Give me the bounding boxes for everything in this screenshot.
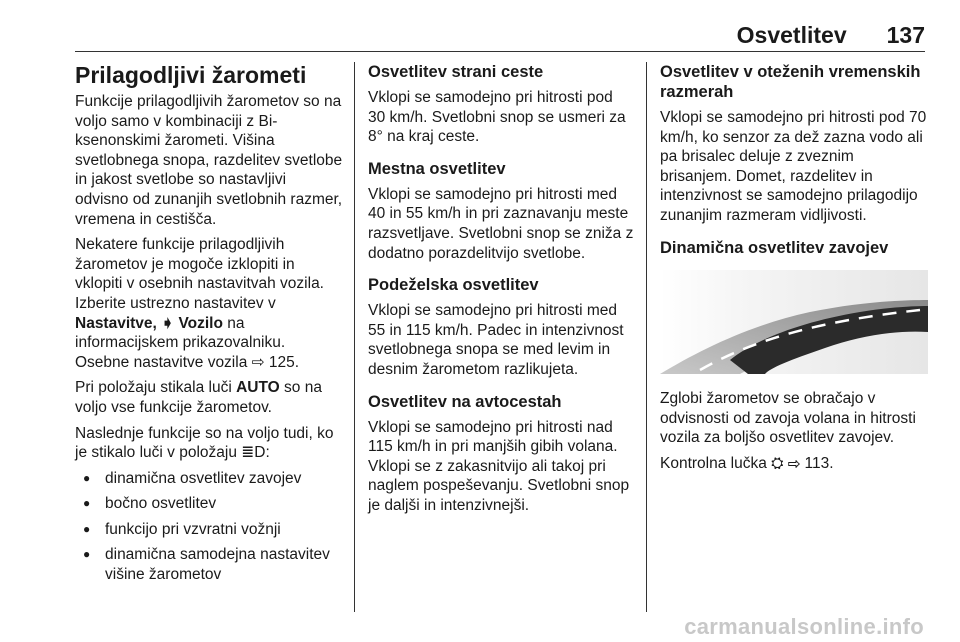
list-item: ● dinamična osvetlitev zavojev bbox=[75, 469, 343, 489]
column-divider bbox=[354, 62, 355, 612]
heading-cornering: Dinamična osvetlitev zavojev bbox=[660, 238, 889, 257]
heading-city: Mestna osvetlitev bbox=[368, 159, 506, 178]
list-item: ● funkcijo pri vzvratni vožnji bbox=[75, 520, 343, 540]
menu-item-vehicle: Vozilo bbox=[178, 314, 223, 332]
auto-key: AUTO bbox=[236, 379, 280, 397]
paragraph-indicator: Kontrolna lučka ⛭ ⇨ 113. bbox=[660, 454, 834, 472]
watermark: carmanualsonline.info bbox=[684, 614, 924, 639]
heading-side-road: Osvetlitev strani ceste bbox=[368, 63, 544, 81]
paragraph-cornering: Zglobi žarometov se obračajo v odvisnosti od zavoja volana in hitrosti vozila za boljšo osvetlitev zavojev. bbox=[660, 390, 916, 447]
paragraph-motorway: Vklopi se samodejno pri hitrosti nad 115 km/h in pri manjših gibih volana. Vklopi se z zakasnitvijo ali takoj pri naglem pospeševanju. Svetlobni snop je daljši in intenzivnejši. bbox=[368, 418, 630, 514]
menu-item-settings: Nastavitve bbox=[75, 314, 153, 332]
section-title: Osvetlitev bbox=[736, 22, 847, 48]
column-divider bbox=[646, 62, 647, 612]
heading-country: Podeželska osvetlitev bbox=[368, 276, 539, 295]
list-item: ● bočno osvetlitev bbox=[75, 494, 343, 514]
column-3 bbox=[660, 62, 928, 480]
paragraph-bad-weather: Vklopi se samodejno pri hitrosti pod 70 km/h, ko senzor za dež zazna vodo ali pa brisalec deluje z zveznim brisanjem. Domet, razdelitev in intenzivnost se samodejno prilagodijo zunanjim razmeram vidljivosti. bbox=[660, 109, 927, 224]
page-number: 137 bbox=[886, 22, 925, 48]
paragraph-settings: Nekatere funkcije prilagodljivih žarometov je mogoče izklopiti in vklopiti v osebnih nastavitvah vozila. Izberite ustrezno nastavitev v Nastavitve, ➧ Vozilo na informacijskem prikazovalniku. Osebne nastavitve vozila ⇨ 125. bbox=[75, 236, 324, 371]
list-item: ● dinamična samodejna nastavitev višine žarometov bbox=[75, 545, 343, 584]
paragraph-side-road: Vklopi se samodejno pri hitrosti pod 30 km/h. Svetlobni snop se usmeri za 8° na kraj ceste. bbox=[368, 89, 626, 146]
page-header bbox=[75, 22, 925, 48]
paragraph-country: Vklopi se samodejno pri hitrosti med 55 in 115 km/h. Padec in intenzivnost svetlobnega snopa se med levim in desnim žarometom razlikujeta. bbox=[368, 302, 624, 378]
column-1 bbox=[75, 62, 343, 591]
heading-bad-weather: Osvetlitev v oteženih vremenskih razmerah bbox=[660, 63, 921, 101]
heading-motorway: Osvetlitev na avtocestah bbox=[368, 392, 562, 411]
header-rule bbox=[75, 51, 925, 52]
cornering-light-illustration bbox=[660, 270, 928, 374]
column-2 bbox=[368, 62, 634, 522]
paragraph-auto: Pri položaju stikala luči AUTO so na voljo vse funkcije žarometov. bbox=[75, 379, 322, 416]
function-list bbox=[75, 469, 343, 585]
heading-adaptive-headlights: Prilagodljivi žarometi bbox=[75, 62, 307, 88]
paragraph-city: Vklopi se samodejno pri hitrosti med 40 in 55 km/h in pri zaznavanju meste razsvetljave. Svetlobni snop se zniža z dodatno porazdelitvijo svetlobe. bbox=[368, 185, 634, 262]
paragraph-intro: Funkcije prilagodljivih žarometov so na voljo samo v kombinaciji z Bi-ksenonskimi žarometi. Višina svetlobnega snopa, razdelitev svetlobe in jakost svetlobe so nastavljivi odvisno od zunanjih svetlobnih razmer, vremena in cestišča. bbox=[75, 93, 343, 228]
paragraph-functions: Naslednje funkcije so na voljo tudi, ko je stikalo luči v položaju ≣D: bbox=[75, 424, 334, 462]
